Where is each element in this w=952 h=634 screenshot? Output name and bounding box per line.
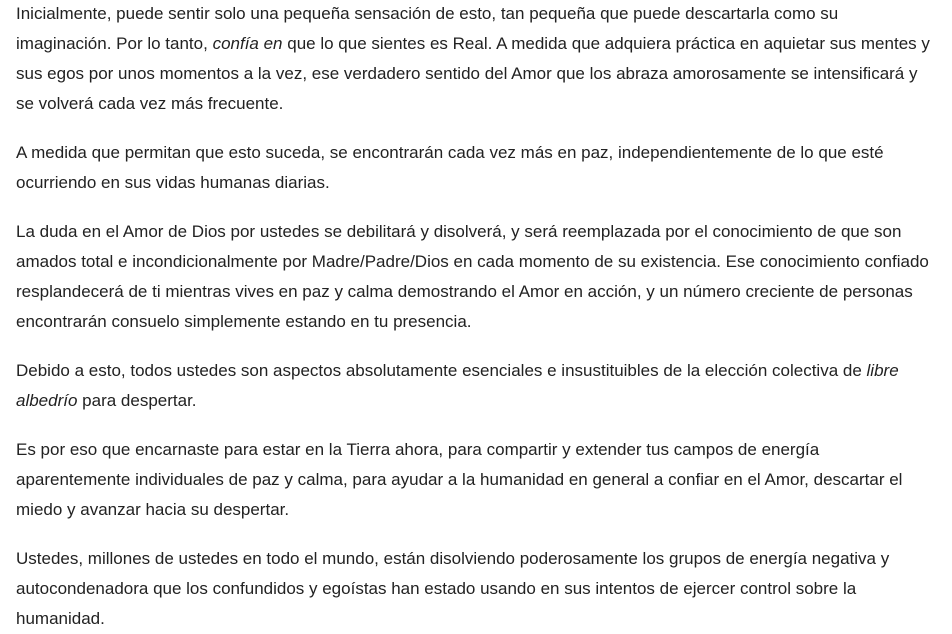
paragraph-text: La duda en el Amor de Dios por ustedes se debilitará y disolverá, y será reemplazada por el conocimiento de que son amados total e incondicionalmente por Madre/Padre/Dios en cada momento de su existencia. Ese conocimiento confiado resplandecerá de ti mientras vives en paz y calma demostrando el Amor en acción, y un número creciente de personas encontrarán consuelo simplemente estando en tu presencia. (16, 222, 929, 331)
paragraph-text: Inicialmente, puede sentir solo una pequeña sensación de esto, tan pequeña que puede descartarla como su imaginación. Por lo tanto, (16, 4, 839, 53)
paragraph-1 (16, 0, 936, 119)
paragraph-text: Debido a esto, todos ustedes son aspectos absolutamente esenciales e insustituibles de la elección colectiva de (16, 361, 867, 380)
emphasis-text: libre albedrío (16, 361, 899, 410)
paragraph-text: Ustedes, millones de ustedes en todo el mundo, están disolviendo poderosamente los grupos de energía negativa y autocondenadora que los confundidos y egoístas han estado usando en sus intentos de ejercer control sobre la humanidad. (16, 549, 890, 628)
paragraph-4 (16, 356, 936, 416)
paragraph-2 (16, 138, 936, 198)
paragraph-6 (16, 544, 936, 634)
paragraph-3 (16, 217, 936, 337)
emphasis-text: confía en (212, 34, 283, 53)
paragraph-5 (16, 435, 936, 525)
paragraph-text: Es por eso que encarnaste para estar en la Tierra ahora, para compartir y extender tus campos de energía aparentemente individuales de paz y calma, para ayudar a la humanidad en general a confiar en el Amor, descartar el miedo y avanzar hacia su despertar. (16, 440, 903, 519)
paragraph-text: que lo que sientes es Real. A medida que adquiera práctica en aquietar sus mentes y sus egos por unos momentos a la vez, ese verdadero sentido del Amor que los abraza amorosamente se intensificará y se volverá cada vez más frecuente. (16, 34, 930, 113)
paragraph-text: para despertar. (77, 391, 197, 410)
paragraph-text: A medida que permitan que esto suceda, se encontrarán cada vez más en paz, independientemente de lo que esté ocurriendo en sus vidas humanas diarias. (16, 143, 884, 192)
